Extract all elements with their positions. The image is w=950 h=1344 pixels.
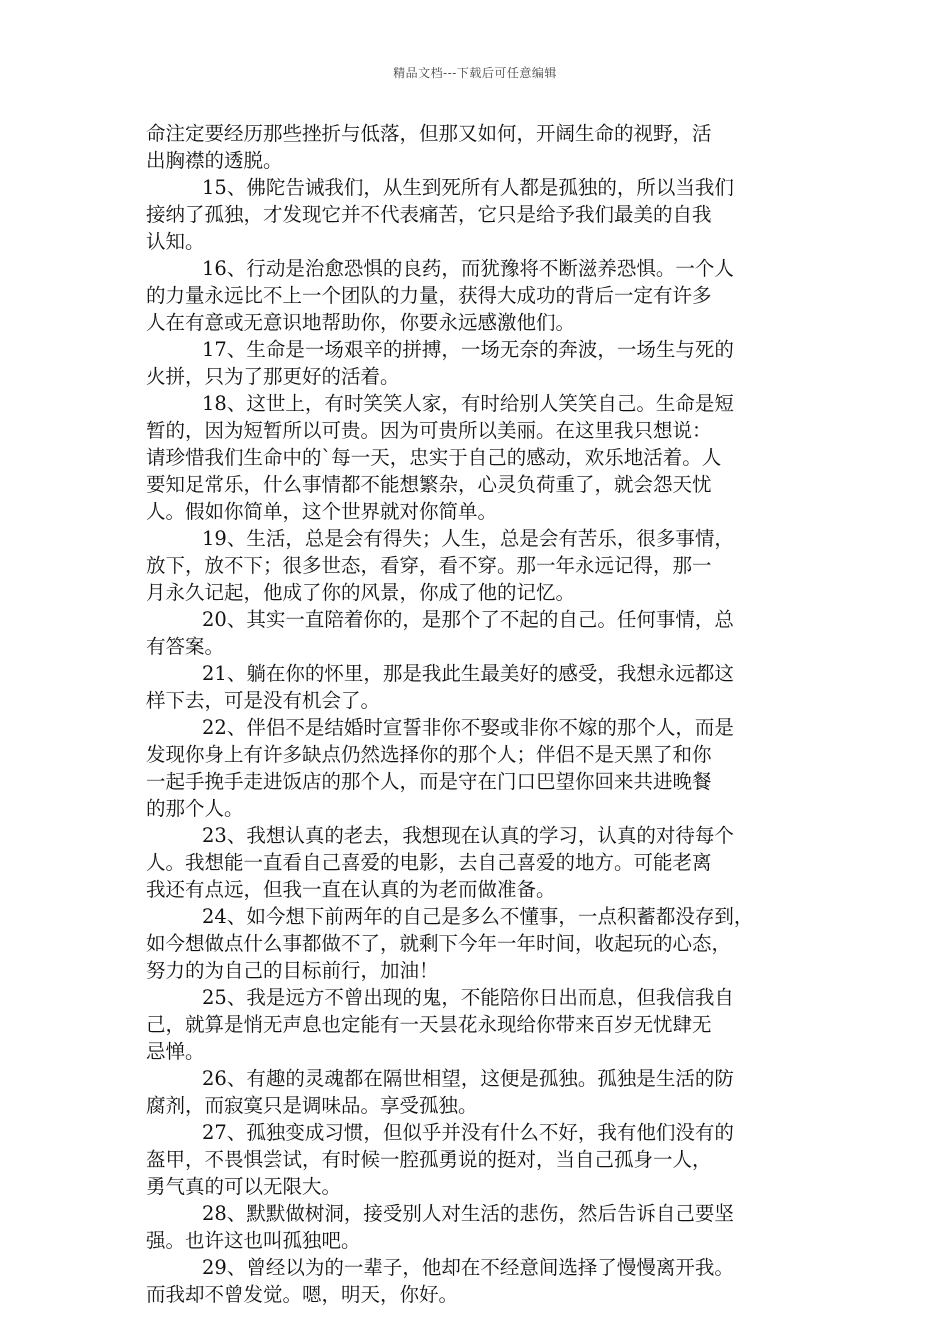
text-line: 盔甲，不畏惧尝试，有时候一腔孤勇说的挺对，当自己孤身一人，	[146, 1148, 712, 1171]
text-line: 勇气真的可以无限大。	[146, 1175, 342, 1198]
text-line: 如今想做点什么事都做不了，就剩下今年一年时间，收起玩的心态，	[146, 932, 732, 955]
document-body	[146, 120, 816, 1308]
text-line: 29、曾经以为的一辈子，他却在不经意间选择了慢慢离开我。	[202, 1256, 734, 1279]
text-line: 人。假如你简单，这个世界就对你简单。	[146, 500, 498, 523]
text-line: 19、生活，总是会有得失；人生，总是会有苦乐，很多事情，	[202, 527, 734, 550]
text-line: 18、这世上，有时笑笑人家，有时给别人笑笑自己。生命是短	[202, 392, 734, 415]
text-line: 24、如今想下前两年的自己是多么不懂事，一点积蓄都没存到，	[202, 905, 754, 928]
text-line: 的力量永远比不上一个团队的力量，获得大成功的背后一定有许多	[146, 284, 712, 307]
text-line: 17、生命是一场艰辛的拼搏，一场无奈的奔波，一场生与死的	[202, 338, 734, 361]
text-line: 请珍惜我们生命中的`每一天，忠实于自己的感动，欢乐地活着。人	[146, 446, 722, 469]
text-line: 22、伴侣不是结婚时宣誓非你不娶或非你不嫁的那个人，而是	[202, 716, 734, 739]
text-line: 火拼，只为了那更好的活着。	[146, 365, 400, 388]
text-line: 样下去，可是没有机会了。	[146, 689, 381, 712]
text-line: 的那个人。	[146, 797, 244, 820]
text-line: 15、佛陀告诫我们，从生到死所有人都是孤独的，所以当我们	[202, 176, 734, 199]
text-line: 发现你身上有许多缺点仍然选择你的那个人；伴侣不是天黑了和你	[146, 743, 712, 766]
text-line: 一起手挽手走进饭店的那个人，而是守在门口巴望你回来共进晚餐	[146, 770, 712, 793]
text-line: 命注定要经历那些挫折与低落，但那又如何，开阔生命的视野，活	[146, 122, 712, 145]
text-line: 人。我想能一直看自己喜爱的电影，去自己喜爱的地方。可能老离	[146, 851, 712, 874]
text-line: 25、我是远方不曾出现的鬼，不能陪你日出而息，但我信我自	[202, 986, 734, 1009]
text-line: 27、孤独变成习惯，但似乎并没有什么不好，我有他们没有的	[202, 1121, 734, 1144]
text-line: 26、有趣的灵魂都在隔世相望，这便是孤独。孤独是生活的防	[202, 1067, 734, 1090]
text-line: 月永久记起，他成了你的风景，你成了他的记忆。	[146, 581, 576, 604]
text-line: 暂的，因为短暂所以可贵。因为可贵所以美丽。在这里我只想说：	[146, 419, 712, 442]
text-line: 21、躺在你的怀里，那是我此生最美好的感受，我想永远都这	[202, 662, 734, 685]
text-line: 人在有意或无意识地帮助你，你要永远感激他们。	[146, 311, 576, 334]
text-line: 我还有点远，但我一直在认真的为老而做准备。	[146, 878, 556, 901]
text-line: 出胸襟的透脱。	[146, 149, 283, 172]
text-line: 腐剂，而寂寞只是调味品。享受孤独。	[146, 1094, 478, 1117]
page-header: 精品文档---下载后可任意编辑	[393, 66, 557, 80]
text-line: 23、我想认真的老去，我想现在认真的学习，认真的对待每个	[202, 824, 734, 847]
text-line: 有答案。	[146, 635, 225, 658]
text-line: 强。也许这也叫孤独吧。	[146, 1229, 361, 1252]
text-line: 20、其实一直陪着你的，是那个了不起的自己。任何事情，总	[202, 608, 734, 631]
text-line: 认知。	[146, 230, 205, 253]
text-line: 要知足常乐，什么事情都不能想繁杂，心灵负荷重了，就会怨天忧	[146, 473, 712, 496]
text-line: 努力的为自己的目标前行，加油！	[146, 959, 439, 982]
text-line: 己，就算是悄无声息也定能有一天昙花永现给你带来百岁无忧肆无	[146, 1013, 712, 1036]
text-line: 忌惮。	[146, 1040, 205, 1063]
text-line: 放下，放不下；很多世态，看穿，看不穿。那一年永远记得，那一	[146, 554, 712, 577]
text-line: 16、行动是治愈恐惧的良药，而犹豫将不断滋养恐惧。一个人	[202, 257, 734, 280]
text-line: 接纳了孤独，才发现它并不代表痛苦，它只是给予我们最美的自我	[146, 203, 712, 226]
text-line: 28、默默做树洞，接受别人对生活的悲伤，然后告诉自己要坚	[202, 1202, 734, 1225]
text-line: 而我却不曾发觉。嗯，明天，你好。	[146, 1283, 459, 1306]
